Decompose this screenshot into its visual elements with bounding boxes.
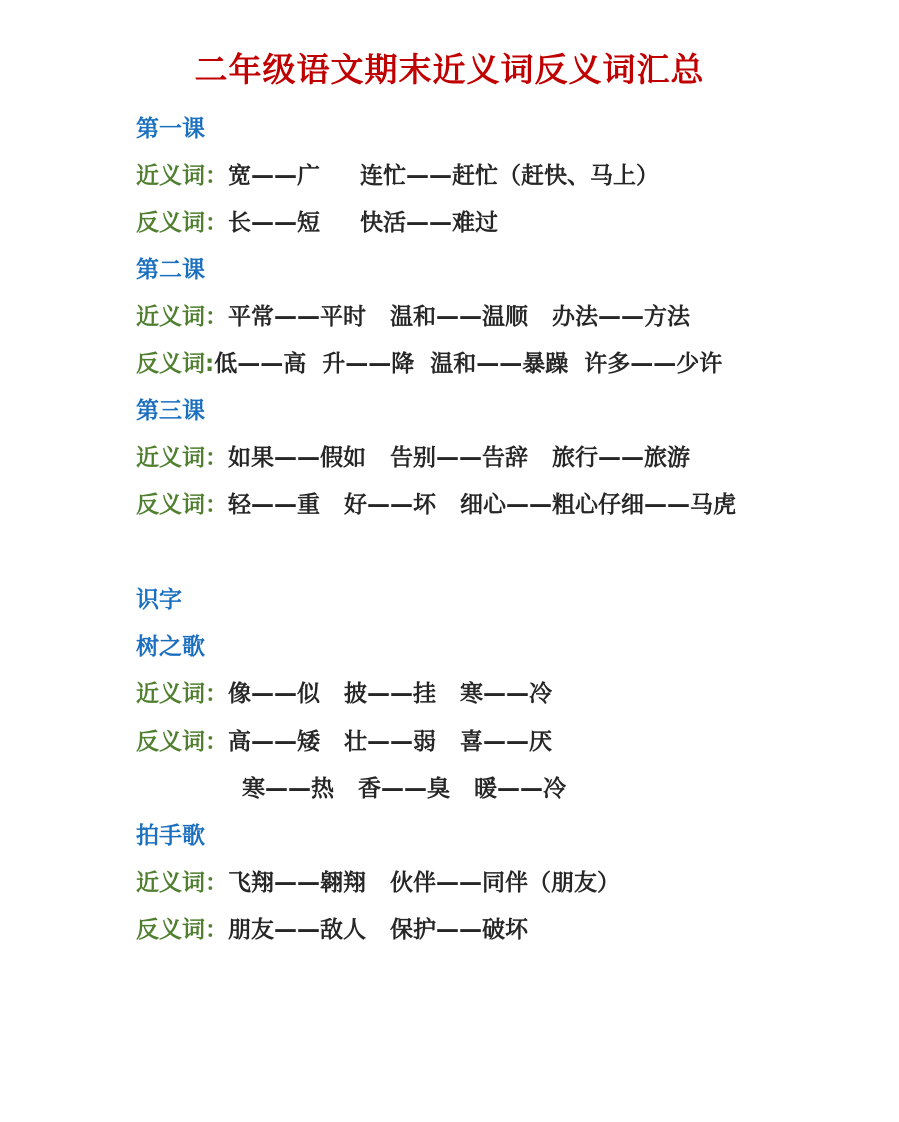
synonym-text: 平常——平时 温和——温顺 办法——方法 bbox=[228, 304, 691, 330]
page-title: 二年级语文期末近义词反义词汇总 bbox=[194, 50, 705, 89]
synonym-label: 近义词： bbox=[136, 163, 228, 189]
synonym-label: 近义词： bbox=[136, 870, 228, 896]
lesson3-synonym-row bbox=[136, 441, 690, 475]
shuzhige-synonym-row bbox=[136, 677, 552, 711]
shuzhige-heading: 树之歌 bbox=[136, 634, 205, 660]
lesson2-heading: 第二课 bbox=[136, 257, 205, 283]
antonym-label: 反义词： bbox=[136, 729, 228, 755]
antonym-text-2: 寒——热 香——臭 暖——冷 bbox=[242, 776, 567, 802]
antonym-text: 轻——重 好——坏 细心——粗心仔细——马虎 bbox=[228, 492, 737, 518]
antonym-label: 反义词： bbox=[136, 492, 228, 518]
lesson3-heading: 第三课 bbox=[136, 398, 205, 424]
paishouge-heading: 拍手歌 bbox=[136, 823, 205, 849]
antonym-text: 长——短 快活——难过 bbox=[228, 210, 499, 236]
synonym-text: 像——似 披——挂 寒——冷 bbox=[228, 681, 553, 707]
paishouge-antonym-row bbox=[136, 913, 528, 947]
shizi-heading: 识字 bbox=[136, 587, 182, 613]
paishouge-synonym-row bbox=[136, 866, 620, 900]
synonym-text: 如果——假如 告别——告辞 旅行——旅游 bbox=[228, 445, 691, 471]
synonym-text: 飞翔——翱翔 伙伴——同伴（朋友） bbox=[228, 870, 621, 896]
antonym-label: 反义词： bbox=[136, 210, 228, 236]
lesson3-antonym-row bbox=[136, 488, 736, 522]
synonym-text: 宽——广 连忙——赶忙（赶快、马上） bbox=[228, 163, 660, 189]
lesson1-synonym-row bbox=[136, 159, 659, 193]
lesson2-synonym-row bbox=[136, 300, 690, 334]
lesson1-heading: 第一课 bbox=[136, 116, 205, 142]
lesson2-antonym-row bbox=[136, 347, 722, 381]
antonym-label: 反义词: bbox=[136, 351, 215, 377]
synonym-label: 近义词： bbox=[136, 681, 228, 707]
antonym-text: 朋友——敌人 保护——破坏 bbox=[228, 917, 529, 943]
lesson1-antonym-row bbox=[136, 206, 498, 240]
shuzhige-antonym-row-2 bbox=[242, 772, 566, 806]
synonym-label: 近义词： bbox=[136, 445, 228, 471]
antonym-label: 反义词： bbox=[136, 917, 228, 943]
antonym-text: 高——矮 壮——弱 喜——厌 bbox=[228, 729, 553, 755]
antonym-text: 低——高 升——降 温和——暴躁 许多——少许 bbox=[214, 351, 723, 377]
shuzhige-antonym-row bbox=[136, 725, 552, 759]
synonym-label: 近义词： bbox=[136, 304, 228, 330]
